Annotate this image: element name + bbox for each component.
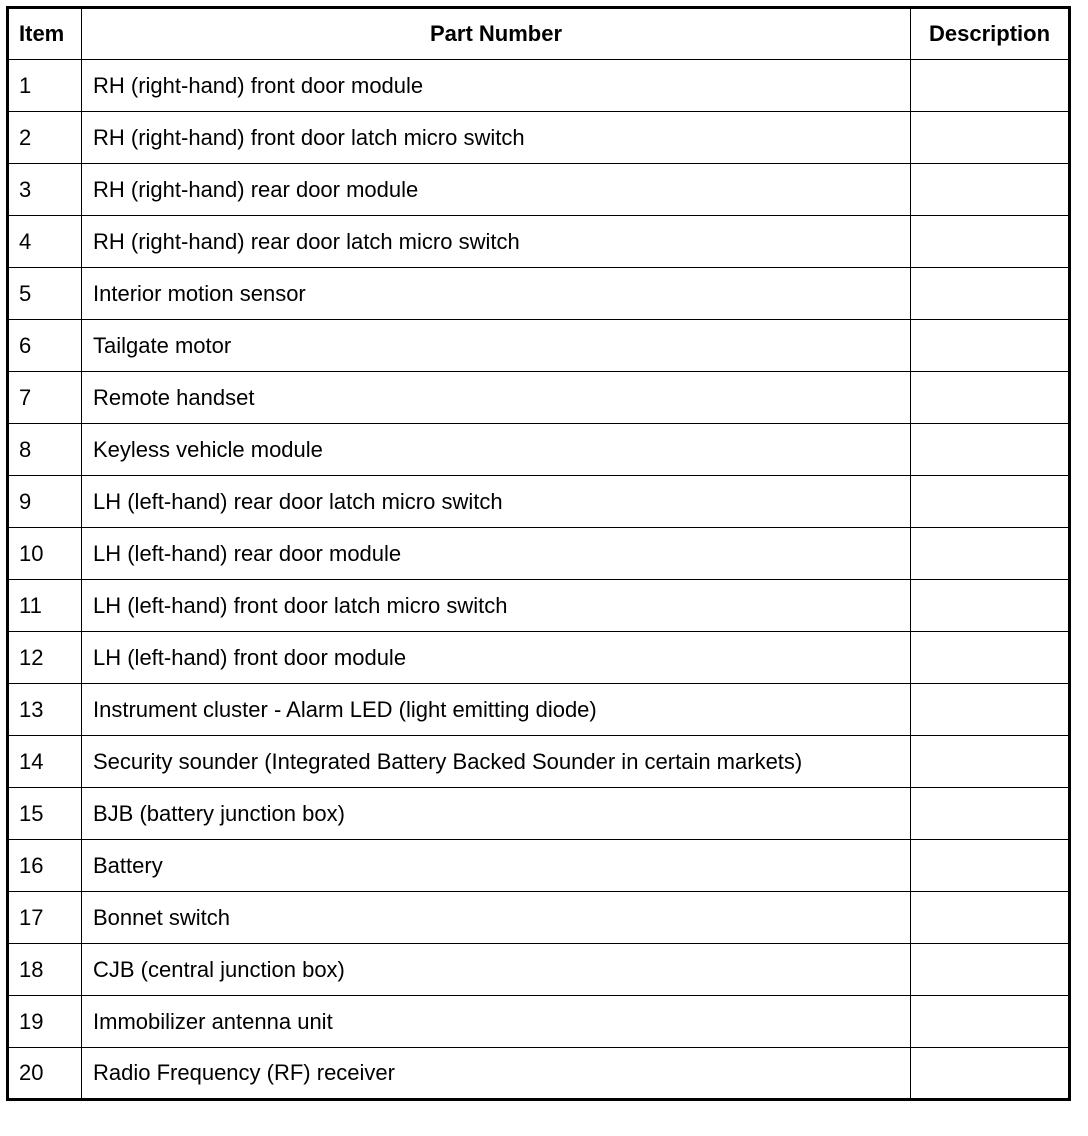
- table-row: [8, 268, 1070, 320]
- table-row: [8, 476, 1070, 528]
- description-cell: [911, 736, 1070, 788]
- item-number-cell: 15: [8, 788, 82, 840]
- table-row: [8, 944, 1070, 996]
- part-number-cell: RH (right-hand) rear door module: [82, 164, 911, 216]
- part-number-cell: RH (right-hand) front door latch micro switch: [82, 112, 911, 164]
- part-number-cell: Bonnet switch: [82, 892, 911, 944]
- table-row: [8, 216, 1070, 268]
- table-row: [8, 112, 1070, 164]
- description-cell: [911, 528, 1070, 580]
- table-body: [8, 60, 1070, 1100]
- item-number-cell: 10: [8, 528, 82, 580]
- table-row: [8, 996, 1070, 1048]
- description-cell: [911, 996, 1070, 1048]
- description-cell: [911, 1048, 1070, 1100]
- part-number-cell: Instrument cluster - Alarm LED (light emitting diode): [82, 684, 911, 736]
- header-part-number: Part Number: [82, 8, 911, 60]
- table-row: [8, 528, 1070, 580]
- description-cell: [911, 684, 1070, 736]
- description-cell: [911, 112, 1070, 164]
- description-cell: [911, 60, 1070, 112]
- item-number-cell: 4: [8, 216, 82, 268]
- item-number-cell: 20: [8, 1048, 82, 1100]
- part-number-cell: Immobilizer antenna unit: [82, 996, 911, 1048]
- part-number-cell: RH (right-hand) rear door latch micro switch: [82, 216, 911, 268]
- item-number-cell: 7: [8, 372, 82, 424]
- header-row: [8, 8, 1070, 60]
- part-number-cell: LH (left-hand) rear door module: [82, 528, 911, 580]
- item-number-cell: 11: [8, 580, 82, 632]
- table-row: [8, 788, 1070, 840]
- description-cell: [911, 788, 1070, 840]
- description-cell: [911, 476, 1070, 528]
- item-number-cell: 3: [8, 164, 82, 216]
- part-number-cell: Battery: [82, 840, 911, 892]
- table-row: [8, 60, 1070, 112]
- part-number-cell: Interior motion sensor: [82, 268, 911, 320]
- part-number-cell: Security sounder (Integrated Battery Backed Sounder in certain markets): [82, 736, 911, 788]
- description-cell: [911, 580, 1070, 632]
- table-row: [8, 320, 1070, 372]
- header-item: Item: [8, 8, 82, 60]
- item-number-cell: 9: [8, 476, 82, 528]
- part-number-cell: CJB (central junction box): [82, 944, 911, 996]
- item-number-cell: 2: [8, 112, 82, 164]
- item-number-cell: 19: [8, 996, 82, 1048]
- item-number-cell: 13: [8, 684, 82, 736]
- item-number-cell: 5: [8, 268, 82, 320]
- item-number-cell: 12: [8, 632, 82, 684]
- table-row: [8, 840, 1070, 892]
- item-number-cell: 14: [8, 736, 82, 788]
- description-cell: [911, 424, 1070, 476]
- part-number-cell: Keyless vehicle module: [82, 424, 911, 476]
- table-row: [8, 892, 1070, 944]
- table-row: [8, 580, 1070, 632]
- item-number-cell: 6: [8, 320, 82, 372]
- item-number-cell: 8: [8, 424, 82, 476]
- header-description: Description: [911, 8, 1070, 60]
- part-number-cell: LH (left-hand) front door module: [82, 632, 911, 684]
- table-row: [8, 684, 1070, 736]
- table-row: [8, 164, 1070, 216]
- part-number-cell: Remote handset: [82, 372, 911, 424]
- table-row: [8, 424, 1070, 476]
- part-number-cell: LH (left-hand) front door latch micro switch: [82, 580, 911, 632]
- description-cell: [911, 216, 1070, 268]
- part-number-cell: LH (left-hand) rear door latch micro switch: [82, 476, 911, 528]
- description-cell: [911, 164, 1070, 216]
- description-cell: [911, 268, 1070, 320]
- part-number-cell: RH (right-hand) front door module: [82, 60, 911, 112]
- description-cell: [911, 892, 1070, 944]
- description-cell: [911, 632, 1070, 684]
- part-number-cell: BJB (battery junction box): [82, 788, 911, 840]
- item-number-cell: 16: [8, 840, 82, 892]
- table-row: [8, 1048, 1070, 1100]
- part-number-cell: Radio Frequency (RF) receiver: [82, 1048, 911, 1100]
- parts-table: [6, 6, 1071, 1101]
- description-cell: [911, 840, 1070, 892]
- table-row: [8, 632, 1070, 684]
- item-number-cell: 17: [8, 892, 82, 944]
- description-cell: [911, 372, 1070, 424]
- item-number-cell: 1: [8, 60, 82, 112]
- description-cell: [911, 944, 1070, 996]
- table-row: [8, 736, 1070, 788]
- table-row: [8, 372, 1070, 424]
- description-cell: [911, 320, 1070, 372]
- item-number-cell: 18: [8, 944, 82, 996]
- part-number-cell: Tailgate motor: [82, 320, 911, 372]
